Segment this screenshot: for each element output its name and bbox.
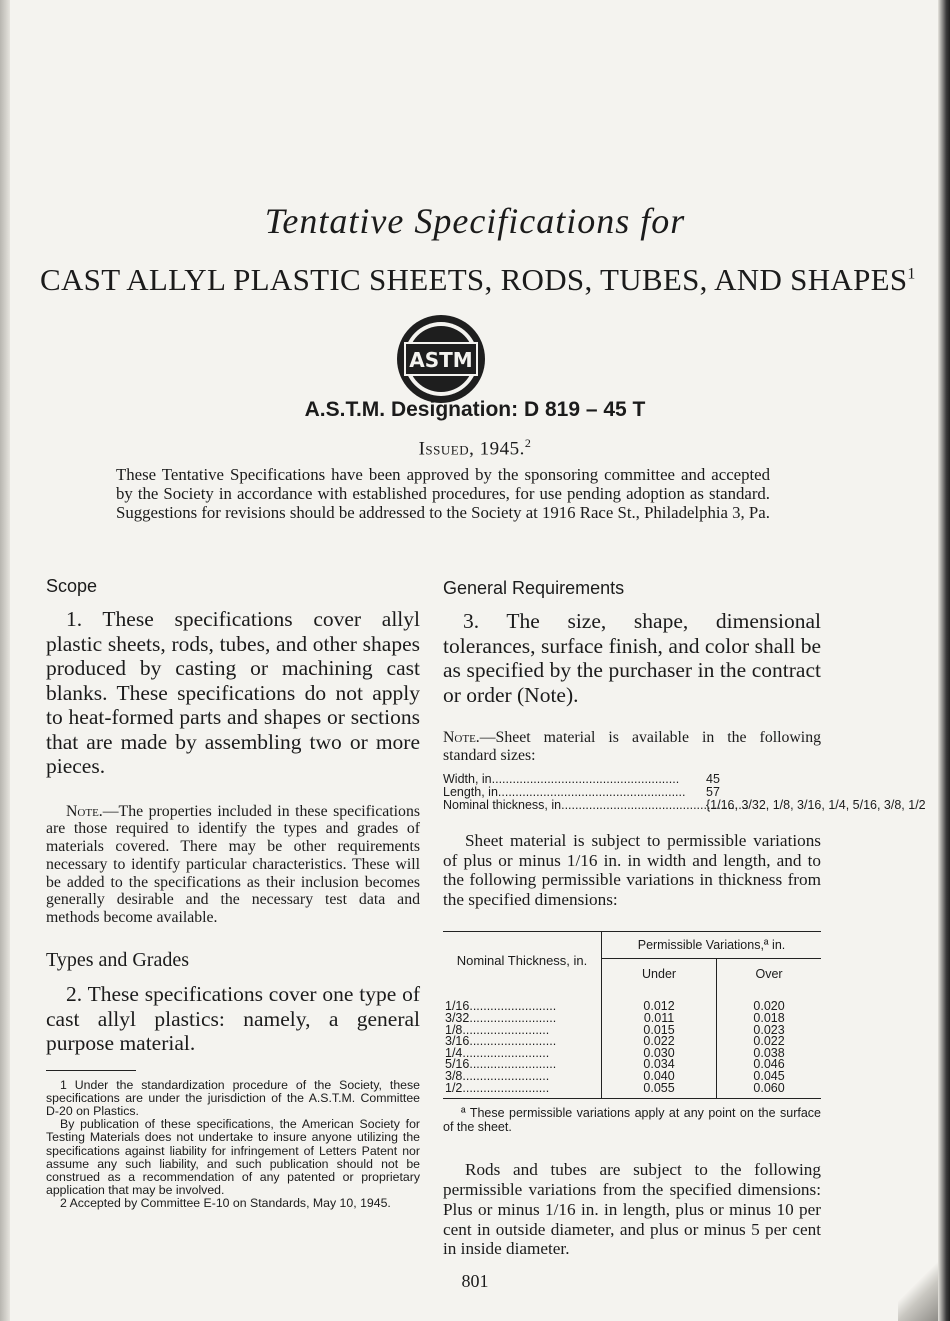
note-text: —The properties included in these specifications are those required to identify the types and grades of materials covered. There may be other requirements necessary to identify particular characteristics. These will be added to the specifications as their inclusion becomes generally desirable and the necessary test data and methods become available. [46,802,420,927]
under-cell: 0.055 [602,1083,717,1099]
under-cell: 0.040 [602,1071,717,1083]
sizes-list [443,772,926,817]
title-footnote-ref: 1 [907,265,916,283]
main-title [40,262,916,298]
table-row [443,1083,821,1099]
over-cell: 0.020 [753,999,785,1014]
column-header-over: Over [717,959,821,990]
general-heading: General Requirements [443,578,625,598]
page-number: 801 [461,1271,489,1291]
thickness-cell: 1/16......................... [443,989,602,1013]
general-paragraph: 3. The size, shape, dimensional tolerances, surface finish, and color shall be as specified by the purchaser in the contract or order (Note). [443,609,821,707]
thickness-cell: 3/8......................... [443,1071,602,1083]
left-page-edge [0,0,10,1321]
sheet-variation-paragraph: Sheet material is subject to permissible variations of plus or minus 1/16 in. in width and length, and to the following permissible variations in thickness from the specified dimensions: [443,831,821,909]
footnote-rule [46,1070,136,1071]
over-cell: 0.045 [753,1068,785,1083]
size-row [443,798,926,812]
thickness-cell: 1/2......................... [443,1083,602,1099]
thickness-cell: 5/16......................... [443,1059,602,1071]
script-title: Tentative Specifications for [264,201,686,241]
size-label: Nominal thickness, in...................................................... [443,798,749,812]
over-cell: 0.018 [753,1010,785,1025]
types-heading: Types and Grades [46,949,189,972]
note-text: —Sheet material is available in the following standard sizes: [443,729,821,764]
thickness-cell: 3/32......................... [443,1013,602,1025]
under-cell: 0.011 [602,1013,717,1025]
column-header-nominal: Nominal Thickness, in. [443,932,602,990]
thickness-cell: 1/4......................... [443,1048,602,1060]
types-paragraph: 2. These specifications cover one type of cast allyl plastics: namely, a general purpose material. [46,982,420,1056]
under-cell: 0.022 [602,1036,717,1048]
logo-text: ASTM [409,348,473,372]
over-cell: 0.046 [753,1057,785,1072]
note-label: Note. [443,729,480,746]
footnote-2: 2 Accepted by Committee E-10 on Standards, May 10, 1945. [60,1196,391,1211]
thickness-variation-table [443,931,821,1099]
scope-heading: Scope [46,576,98,596]
approval-statement: These Tentative Specifications have been approved by the sponsoring committee and accepted by the Society in accordance with established procedures, for use pending adoption as standard. Suggestions for revisions should be addressed to the Society at 1916 Race St., Philadelphia 3, Pa. [116,465,770,522]
footnote-1b: By publication of these specifications, the American Society for Testing Materials does not undertake to insure anyone utilizing the specifications against liability for infringement of Letters Patent nor assume any such liability, and such publication should not be construed as a recommendation of any patented or proprietary application that may be involved. [46,1117,420,1198]
size-label: Width, in...................................................... [443,772,680,786]
under-cell: 0.030 [602,1048,717,1060]
over-cell: 0.022 [753,1034,785,1049]
note-label: Note. [66,802,103,820]
over-cell: 0.038 [753,1045,785,1060]
thickness-cell: 3/16......................... [443,1036,602,1048]
rods-tubes-paragraph: Rods and tubes are subject to the following permissible variations from the specified dimensions: Plus or minus 1/16 in. in length, plus or minus 10 per cent in outside diameter, and plus or minus 5 per cent in inside diameter. [443,1160,821,1259]
size-label: Length, in...................................................... [443,785,686,799]
astm-logo-icon [394,312,488,406]
issued-footnote-ref: 2 [524,436,532,450]
under-cell: 0.015 [602,1025,717,1037]
column-header-variations: Permissible Variations,ª in. [602,932,822,959]
thickness-cell: 1/8......................... [443,1025,602,1037]
size-value: 45 [706,772,720,786]
right-column [443,578,926,1259]
issued-line [0,436,950,460]
scope-paragraph: 1. These specifications cover allyl plastic sheets, rods, tubes, and other shapes produced by casting or machining cast blanks. These specifications do not apply to heat-formed parts and shapes or sections that are made by assembling two or more pieces. [46,607,420,778]
scope-note [46,803,420,928]
issued-text: Issued, 1945. [418,438,525,460]
footnote-1: 1 Under the standardization procedure of the Society, these specifications are under the jurisdiction of the A.S.T.M. Committee D-20 on Plastics. [46,1077,420,1118]
column-header-under: Under [602,959,717,990]
right-page-edge [938,0,950,1321]
over-cell: 0.023 [753,1022,785,1037]
table-row [443,989,821,1013]
size-value: {1/16, 3/32, 1/8, 3/16, 1/4, 5/16, 3/8, 1/2 [706,798,926,812]
size-value: 57 [706,785,720,799]
designation: A.S.T.M. Designation: D 819 – 45 T [304,398,646,421]
table-footnote: ª These permissible variations apply at any point on the surface of the sheet. [443,1106,821,1134]
sizes-note [443,729,821,765]
under-cell: 0.012 [602,989,717,1013]
under-cell: 0.034 [602,1059,717,1071]
left-column [46,576,420,1211]
over-cell: 0.060 [717,1083,821,1099]
footnotes [46,1079,420,1211]
main-title-text: CAST ALLYL PLASTIC SHEETS, RODS, TUBES, AND SHAPES [40,262,908,297]
